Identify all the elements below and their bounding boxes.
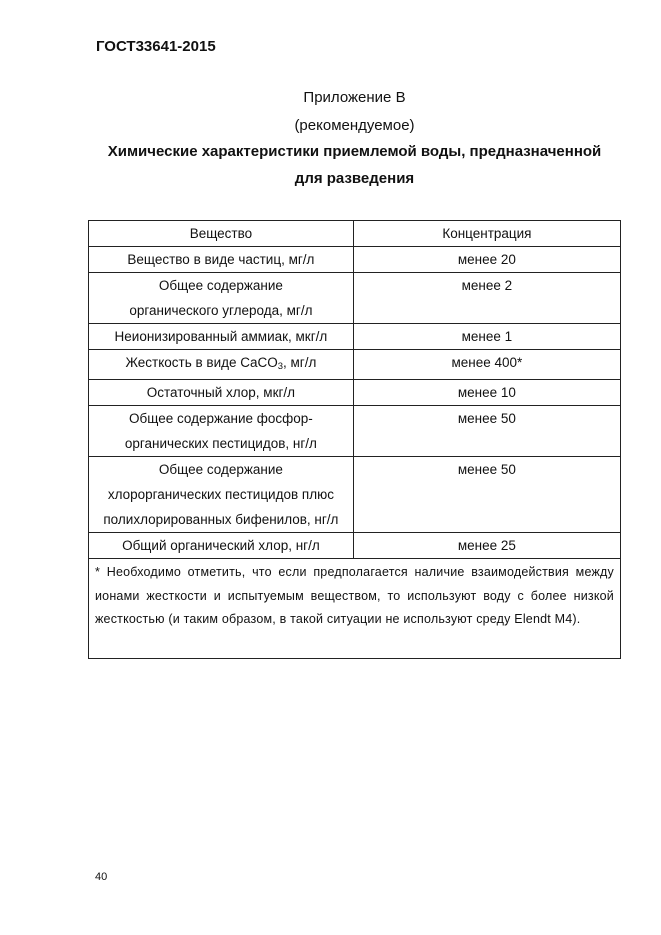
substance-line: Общее содержание — [158, 462, 283, 477]
substance-line: хлорорганических пестицидов плюс — [107, 487, 334, 502]
appendix-title: Приложение В — [303, 89, 406, 106]
substance-cell — [89, 406, 354, 457]
substance-line: органического углерода, мг/л — [129, 303, 313, 318]
concentration-cell: менее 10 — [353, 380, 620, 406]
concentration-cell: менее 1 — [353, 324, 620, 350]
substance-cell — [89, 350, 354, 380]
substance-cell — [89, 457, 354, 533]
header-substance: Вещество — [89, 221, 354, 247]
substance-cell: Вещество в виде частиц, мг/л — [89, 247, 354, 273]
table-row — [89, 380, 621, 406]
document-code: ГОСТ33641-2015 — [96, 38, 216, 55]
footnote: * Необходимо отметить, что если предполагается наличие взаимодействия между ионами жесткости и испытуемым веществом, то используют воду с более низкой жесткостью (и таким образом, в такой ситуации не используют среду Elendt M4). — [89, 559, 621, 659]
table-row — [89, 457, 621, 533]
substance-line: Общее содержание — [158, 278, 283, 293]
table-row — [89, 247, 621, 273]
table-row — [89, 533, 621, 559]
concentration-cell: менее 50 — [353, 406, 620, 457]
page-number: 40 — [95, 871, 108, 883]
substance-prefix: Жесткость в виде CaCO — [125, 355, 278, 370]
substance-suffix: , мг/л — [283, 355, 317, 370]
concentration-cell: менее 25 — [353, 533, 620, 559]
table-row — [89, 406, 621, 457]
appendix-subject-line-2: для разведения — [294, 170, 415, 187]
substance-line: Общее содержание фосфор- — [129, 411, 313, 426]
concentration-cell: менее 50 — [353, 457, 620, 533]
table-row — [89, 324, 621, 350]
concentration-cell: менее 400* — [353, 350, 620, 380]
header-concentration: Концентрация — [353, 221, 620, 247]
substance-line: полихлорированных бифенилов, нг/л — [103, 512, 339, 527]
concentration-cell: менее 2 — [353, 273, 620, 324]
concentration-cell: менее 20 — [353, 247, 620, 273]
subscript: 3 — [277, 361, 284, 372]
substance-cell: Неионизированный аммиак, мкг/л — [89, 324, 354, 350]
water-characteristics-table — [88, 220, 621, 659]
table-row — [89, 350, 621, 380]
substance-line: органических пестицидов, нг/л — [124, 436, 317, 451]
substance-cell: Остаточный хлор, мкг/л — [89, 380, 354, 406]
table-header-row — [89, 221, 621, 247]
substance-cell — [89, 273, 354, 324]
appendix-status: (рекомендуемое) — [294, 117, 415, 134]
footnote-row — [89, 559, 621, 659]
table-row — [89, 273, 621, 324]
appendix-subject-line-1: Химические характеристики приемлемой воды, предназначенной — [107, 143, 602, 160]
substance-cell: Общий органический хлор, нг/л — [89, 533, 354, 559]
